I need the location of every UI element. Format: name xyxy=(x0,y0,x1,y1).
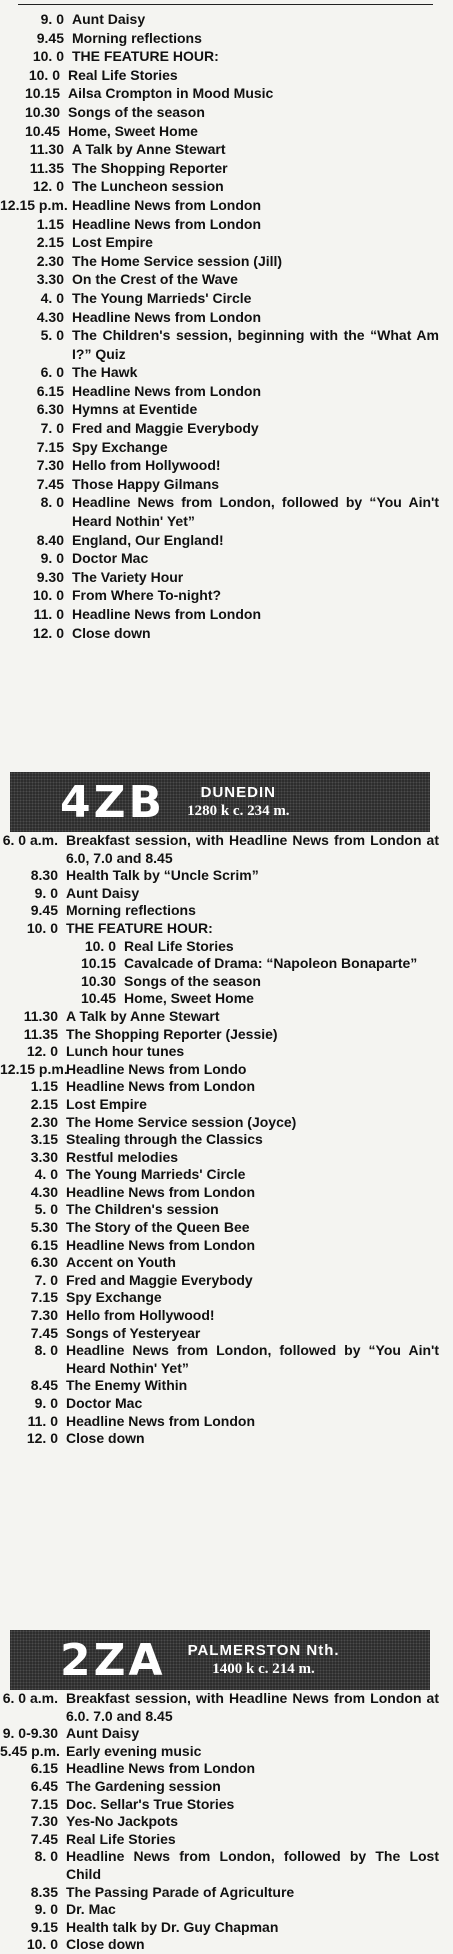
programme-title: Doctor Mac xyxy=(66,1395,143,1411)
programme-entry xyxy=(0,438,453,457)
programme-time: 9.45 xyxy=(36,29,64,46)
programme-time: 2.30 xyxy=(36,252,64,269)
station-schedule-continued xyxy=(0,10,453,642)
programme-time: 8. 0 xyxy=(34,1342,58,1359)
programme-entry xyxy=(0,867,453,885)
programme-time: 10. 0 xyxy=(28,66,60,83)
programme-title: Real Life Stories xyxy=(124,937,234,954)
programme-title: Yes-No Jackpots xyxy=(66,1813,179,1830)
programme-title: England, Our England! xyxy=(72,531,224,548)
programme-entry xyxy=(0,1831,453,1849)
programme-title: Real Life Stories xyxy=(68,66,178,83)
programme-entry xyxy=(0,1884,453,1902)
programme-entry xyxy=(0,1848,453,1883)
programme-time: 11. 0 xyxy=(27,1412,58,1429)
programme-entry xyxy=(0,1395,453,1413)
programme-list xyxy=(0,1690,453,1954)
programme-title: The Luncheon session xyxy=(72,178,224,195)
programme-title: The Variety Hour xyxy=(72,568,184,585)
programme-entry xyxy=(0,233,453,252)
station-callsign: 2ZA xyxy=(60,1634,166,1686)
programme-title: Lost Empire xyxy=(72,234,153,251)
programme-time: 6. 0 xyxy=(40,364,64,381)
programme-title: Health Talk by “Uncle Scrim” xyxy=(66,867,259,884)
programme-title: Morning reflections xyxy=(72,29,202,46)
programme-title: Lost Empire xyxy=(66,1095,147,1112)
programme-entry xyxy=(0,1760,453,1778)
programme-time: 10.30 xyxy=(24,103,60,120)
programme-entry xyxy=(0,419,453,438)
programme-time: 9. 0 xyxy=(34,1395,58,1411)
programme-time: 4.30 xyxy=(36,308,64,325)
programme-time: 11.35 xyxy=(23,1025,58,1042)
programme-time: 10. 0 xyxy=(26,919,58,936)
programme-time: 12. 0 xyxy=(32,178,64,195)
programme-time: 5. 0 xyxy=(34,1201,58,1218)
programme-title: The Passing Parade of Agriculture xyxy=(66,1883,295,1900)
programme-title: The Enemy Within xyxy=(66,1377,188,1394)
programme-entry xyxy=(0,1254,453,1272)
programme-title: THE FEATURE HOUR: xyxy=(66,919,213,936)
programme-title: Dr. Mac xyxy=(66,1901,116,1918)
programme-entry xyxy=(0,382,453,401)
programme-time: 10. 0 xyxy=(32,48,64,65)
station-frequency: 1280 k c. 234 m. xyxy=(187,803,290,819)
programme-title: Songs of the season xyxy=(68,103,205,120)
programme-title: Real Life Stories xyxy=(66,1830,176,1847)
programme-entry xyxy=(0,289,453,308)
station-callsign: 4ZB xyxy=(60,776,166,828)
programme-title: Lunch hour tunes xyxy=(66,1043,185,1060)
programme-entry xyxy=(0,531,453,550)
programme-time: 7.30 xyxy=(36,457,64,474)
station-city: PALMERSTON Nth. xyxy=(187,1642,340,1659)
programme-title: Morning reflections xyxy=(66,902,196,919)
programme-entry xyxy=(0,605,453,624)
programme-time: 7.45 xyxy=(30,1830,58,1847)
programme-time: 2.15 xyxy=(36,234,64,251)
programme-title: The Story of the Queen Bee xyxy=(66,1219,250,1236)
feature-hour-list xyxy=(66,938,453,1008)
programme-time: 7.45 xyxy=(36,475,64,492)
programme-time: 6.15 xyxy=(30,1760,58,1777)
programme-title: Headline News from London xyxy=(72,215,262,232)
programme-time: 11.30 xyxy=(23,1007,58,1024)
programme-time: 6. 0 a.m. xyxy=(2,832,58,848)
station-city: DUNEDIN xyxy=(200,784,276,801)
programme-time: 12. 0 xyxy=(26,1043,58,1060)
programme-time: 2.15 xyxy=(30,1095,58,1112)
programme-time: 10.45 xyxy=(24,122,60,139)
programme-title: Home, Sweet Home xyxy=(68,122,198,139)
programme-entry xyxy=(0,1377,453,1395)
programme-entry xyxy=(0,1096,453,1114)
programme-time: 6.15 xyxy=(30,1236,58,1253)
programme-entry xyxy=(0,122,453,141)
programme-time: 10.15 xyxy=(80,955,116,972)
programme-entry xyxy=(66,990,453,1008)
programme-title: Headline News from London, followed by “You Ain't Heard Nothin' Yet” xyxy=(72,494,439,530)
programme-time: 3.15 xyxy=(30,1131,58,1148)
programme-title: The Gardening session xyxy=(66,1777,221,1794)
programme-time: 4.30 xyxy=(30,1183,58,1200)
programme-entry xyxy=(0,1043,453,1061)
programme-time: 8. 0 xyxy=(40,494,64,511)
programme-entry xyxy=(0,1342,453,1377)
programme-entry xyxy=(0,1325,453,1343)
programme-time: 7.15 xyxy=(30,1289,58,1306)
station-info xyxy=(188,1642,340,1678)
programme-entry xyxy=(0,1026,453,1044)
programme-entry xyxy=(0,1237,453,1255)
programme-time: 1.15 xyxy=(30,1078,58,1095)
programme-time: 6.30 xyxy=(36,401,64,418)
programme-time: 9. 0 xyxy=(34,884,58,901)
programme-entry xyxy=(0,549,453,568)
programme-list xyxy=(0,832,453,938)
programme-entry xyxy=(0,1078,453,1096)
programme-time: 10. 0 xyxy=(32,587,64,604)
programme-title: A Talk by Anne Stewart xyxy=(66,1007,220,1024)
programme-title: Doc. Sellar's True Stories xyxy=(66,1795,235,1812)
programme-time: 10.15 xyxy=(24,85,60,102)
programme-entry xyxy=(0,475,453,494)
programme-title: Early evening music xyxy=(66,1742,202,1759)
programme-title: Breakfast session, with Headline News from London at 6.0. 7.0 and 8.45 xyxy=(66,1690,439,1724)
programme-entry xyxy=(0,1901,453,1919)
station-schedule-2za xyxy=(0,1630,453,1954)
programme-entry xyxy=(0,456,453,475)
programme-title: Spy Exchange xyxy=(72,438,168,455)
programme-entry xyxy=(0,1272,453,1290)
programme-time: 5.45 p.m. xyxy=(0,1742,60,1759)
programme-entry xyxy=(0,84,453,103)
programme-entry xyxy=(0,140,453,159)
programme-entry xyxy=(0,196,453,215)
programme-title: Hello from Hollywood! xyxy=(72,457,221,474)
programme-time: 8.40 xyxy=(36,531,64,548)
programme-entry xyxy=(0,920,453,938)
programme-entry xyxy=(0,1778,453,1796)
programme-entry xyxy=(0,1725,453,1743)
programme-time: 7.30 xyxy=(30,1813,58,1830)
programme-time: 6.45 xyxy=(30,1777,58,1794)
programme-title: Those Happy Gilmans xyxy=(72,475,220,492)
programme-title: Stealing through the Classics xyxy=(66,1131,263,1148)
programme-title: Hymns at Eventide xyxy=(72,401,198,418)
programme-time: 12.15 p.m. xyxy=(0,1060,68,1077)
programme-time: 7.30 xyxy=(30,1307,58,1324)
programme-time: 6.15 xyxy=(36,382,64,399)
programme-entry xyxy=(0,832,453,867)
programme-time: 10.45 xyxy=(80,990,116,1007)
programme-time: 1.15 xyxy=(36,215,64,232)
programme-entry xyxy=(0,1289,453,1307)
programme-entry xyxy=(0,1219,453,1237)
station-banner-2za xyxy=(10,1630,430,1690)
programme-title: The Children's session, beginning with the “What Am I?” Quiz xyxy=(72,327,439,362)
programme-entry xyxy=(0,326,453,363)
programme-entry xyxy=(0,902,453,920)
programme-time: 8. 0 xyxy=(34,1848,58,1865)
programme-entry xyxy=(0,493,453,530)
programme-title: Spy Exchange xyxy=(66,1289,162,1306)
programme-entry xyxy=(0,363,453,382)
programme-time: 9.15 xyxy=(30,1918,58,1935)
programme-title: Aunt Daisy xyxy=(72,11,146,27)
programme-time: 9. 0-9.30 xyxy=(2,1725,58,1742)
programme-entry xyxy=(0,1201,453,1219)
programme-title: The Shopping Reporter xyxy=(72,159,228,176)
programme-title: Breakfast session, with Headline News from London at 6.0, 7.0 and 8.45 xyxy=(66,832,439,866)
programme-time: 12.15 p.m. xyxy=(0,196,68,213)
programme-time: 10.30 xyxy=(80,972,116,989)
programme-time: 10. 0 xyxy=(84,937,116,954)
programme-title: From Where To-night? xyxy=(72,587,222,604)
programme-time: 7.45 xyxy=(30,1324,58,1341)
programme-title: Ailsa Crompton in Mood Music xyxy=(68,85,274,102)
programme-time: 12. 0 xyxy=(32,624,64,641)
programme-title: The Shopping Reporter (Jessie) xyxy=(66,1025,278,1042)
programme-title: Home, Sweet Home xyxy=(124,990,254,1007)
programme-time: 9. 0 xyxy=(34,1901,58,1918)
programme-time: 4. 0 xyxy=(40,289,64,306)
programme-title: Hello from Hollywood! xyxy=(66,1307,215,1324)
programme-entry xyxy=(0,1131,453,1149)
programme-title: THE FEATURE HOUR: xyxy=(72,48,219,65)
programme-title: Health talk by Dr. Guy Chapman xyxy=(66,1918,279,1935)
programme-entry xyxy=(0,215,453,234)
programme-title: Headline News from London xyxy=(66,1412,256,1429)
programme-title: Headline News from London, followed by “You Ain't Heard Nothin' Yet” xyxy=(66,1342,439,1376)
programme-title: The Young Marrieds' Circle xyxy=(72,289,252,306)
programme-time: 9.45 xyxy=(30,902,58,919)
station-frequency: 1400 k c. 214 m. xyxy=(212,1661,315,1677)
programme-entry xyxy=(0,624,453,643)
programme-title: Restful melodies xyxy=(66,1148,179,1165)
programme-time: 12. 0 xyxy=(26,1430,58,1447)
programme-time: 8.30 xyxy=(30,867,58,884)
programme-time: 4. 0 xyxy=(34,1166,58,1183)
programme-entry xyxy=(0,1690,453,1725)
programme-time: 9. 0 xyxy=(40,550,64,567)
programme-title: On the Crest of the Wave xyxy=(72,271,238,288)
programme-time: 2.30 xyxy=(30,1113,58,1130)
programme-time: 7.15 xyxy=(36,438,64,455)
programme-title: Accent on Youth xyxy=(66,1254,176,1271)
programme-entry xyxy=(0,1919,453,1937)
programme-title: Close down xyxy=(66,1936,145,1953)
programme-time: 11.35 xyxy=(29,159,64,176)
programme-title: Headline News from London xyxy=(66,1078,256,1095)
programme-time: 6. 0 a.m. xyxy=(2,1690,58,1706)
programme-time: 3.30 xyxy=(36,271,64,288)
programme-time: 8.35 xyxy=(30,1883,58,1900)
programme-title: Close down xyxy=(72,624,151,641)
programme-title: Headline News from London xyxy=(66,1183,256,1200)
programme-title: Doctor Mac xyxy=(72,550,149,567)
programme-entry xyxy=(66,973,453,991)
programme-time: 9. 0 xyxy=(40,11,64,27)
programme-title: The Home Service session (Joyce) xyxy=(66,1113,297,1130)
programme-time: 10. 0 xyxy=(26,1936,58,1953)
programme-time: 5. 0 xyxy=(40,327,64,344)
programme-title: Headline News from London xyxy=(66,1236,256,1253)
programme-title: Headline News from London xyxy=(72,308,262,325)
programme-list xyxy=(0,140,453,642)
programme-entry xyxy=(66,955,453,973)
station-banner-4zb xyxy=(10,772,430,832)
programme-entry xyxy=(0,1430,453,1448)
programme-list xyxy=(0,1008,453,1448)
programme-entry xyxy=(0,1413,453,1431)
programme-entry xyxy=(0,270,453,289)
programme-title: The Young Marrieds' Circle xyxy=(66,1166,246,1183)
programme-time: 3.30 xyxy=(30,1148,58,1165)
programme-time: 11.30 xyxy=(29,141,64,158)
programme-title: Cavalcade of Drama: “Napoleon Bonaparte” xyxy=(124,955,418,972)
programme-time: 7. 0 xyxy=(40,420,64,437)
programme-entry xyxy=(0,1796,453,1814)
programme-title: Headline News from London xyxy=(72,382,262,399)
programme-entry xyxy=(0,1743,453,1761)
programme-entry xyxy=(0,177,453,196)
programme-entry xyxy=(0,103,453,122)
programme-entry xyxy=(0,885,453,903)
programme-time: 6.30 xyxy=(30,1254,58,1271)
top-rule xyxy=(18,4,433,5)
programme-list xyxy=(0,10,453,66)
station-info xyxy=(187,784,290,820)
feature-hour-list xyxy=(0,66,453,140)
programme-entry xyxy=(0,29,453,48)
programme-entry xyxy=(0,586,453,605)
programme-title: Fred and Maggie Everybody xyxy=(72,420,259,437)
programme-entry xyxy=(0,1307,453,1325)
programme-entry xyxy=(66,938,453,956)
programme-title: A Talk by Anne Stewart xyxy=(72,141,226,158)
programme-title: Headline News from London xyxy=(66,1760,256,1777)
programme-entry xyxy=(0,1149,453,1167)
programme-title: Aunt Daisy xyxy=(66,884,140,901)
programme-entry xyxy=(0,1166,453,1184)
programme-title: Headline News from London, followed by The Lost Child xyxy=(66,1848,439,1882)
station-schedule-4zb xyxy=(0,772,453,1448)
programme-title: Aunt Daisy xyxy=(66,1725,140,1742)
programme-title: The Children's session xyxy=(66,1201,219,1218)
programme-entry xyxy=(0,47,453,66)
programme-entry xyxy=(0,1061,453,1079)
programme-title: The Home Service session (Jill) xyxy=(72,252,283,269)
programme-title: Songs of Yesteryear xyxy=(66,1324,201,1341)
programme-entry xyxy=(0,1936,453,1954)
programme-time: 7.15 xyxy=(30,1795,58,1812)
programme-title: Headline News from London xyxy=(72,606,262,622)
programme-time: 5.30 xyxy=(30,1219,58,1236)
programme-entry xyxy=(0,308,453,327)
programme-title: Headline News from Londo xyxy=(66,1060,247,1077)
programme-entry xyxy=(0,568,453,587)
programme-time: 9.30 xyxy=(36,568,64,585)
programme-title: Close down xyxy=(66,1430,145,1447)
programme-time: 11. 0 xyxy=(33,606,64,622)
programme-entry xyxy=(0,66,453,85)
programme-entry xyxy=(0,1008,453,1026)
programme-entry xyxy=(0,1813,453,1831)
programme-time: 8.45 xyxy=(30,1377,58,1394)
programme-entry xyxy=(0,1184,453,1202)
programme-entry xyxy=(0,400,453,419)
programme-title: The Hawk xyxy=(72,364,138,381)
programme-entry xyxy=(0,10,453,29)
programme-title: Fred and Maggie Everybody xyxy=(66,1271,253,1288)
programme-entry xyxy=(0,252,453,271)
programme-entry xyxy=(0,1114,453,1132)
programme-entry xyxy=(0,159,453,178)
programme-title: Songs of the season xyxy=(124,972,261,989)
programme-time: 7. 0 xyxy=(34,1271,58,1288)
programme-title: Headline News from London xyxy=(72,196,262,213)
